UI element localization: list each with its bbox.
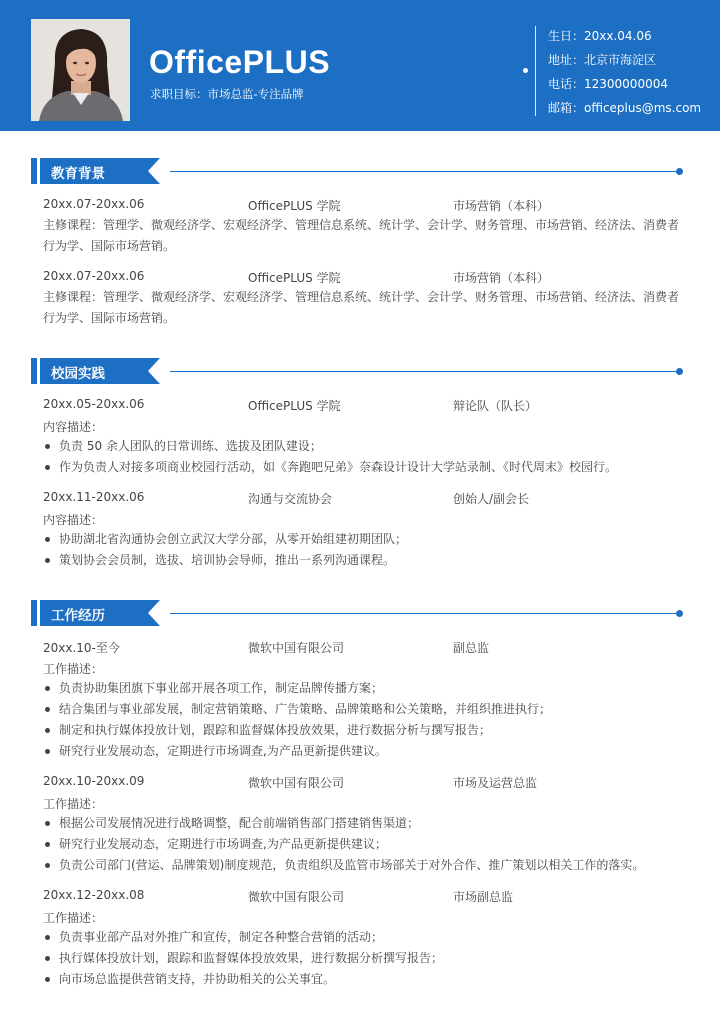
list-item <box>43 855 693 876</box>
entry-role: 创始人/副会长 <box>453 492 530 506</box>
entry-organization: 微软中国有限公司 <box>248 890 345 904</box>
bullet-text: 负责公司部门(营运、品牌策划)制度规范，负责组织及监管市场部关于对外合作、推广策划以相关工作的落实。 <box>59 858 645 872</box>
work-entry-2-bullets <box>43 813 693 876</box>
courses-line: 主修课程：管理学、微观经济学、宏观经济学、管理信息系统、统计学、会计学、财务管理、市场营销、经济法、消费者 <box>43 290 680 304</box>
education-entry-1-header <box>43 197 683 215</box>
entry-description-label: 工作描述： <box>43 911 104 925</box>
bullet-dot <box>45 863 50 868</box>
campus-entry-1-bullets <box>43 436 693 478</box>
section-header-work <box>31 600 685 626</box>
campus-entry-2-header <box>43 490 683 508</box>
entry-date: 20xx.11-20xx.06 <box>43 490 145 504</box>
entry-organization: 微软中国有限公司 <box>248 776 345 790</box>
campus-entry-2-bullets <box>43 529 693 571</box>
section-header-campus <box>31 358 685 384</box>
work-entry-2-header <box>43 774 683 792</box>
section-rule <box>170 613 679 614</box>
entry-organization: 沟通与交流协会 <box>248 492 333 506</box>
list-item <box>43 720 693 741</box>
entry-date: 20xx.05-20xx.06 <box>43 397 145 411</box>
campus-entry-1-header <box>43 397 683 415</box>
entry-description-label: 工作描述： <box>43 797 104 811</box>
list-item <box>43 948 693 969</box>
bullet-text: 制定和执行媒体投放计划，跟踪和监督媒体投放效果，进行数据分析与撰写报告； <box>59 723 492 737</box>
section-rule <box>170 171 679 172</box>
education-entry-2-header <box>43 269 683 287</box>
contact-email: 邮箱：officeplus@ms.com <box>548 101 702 115</box>
list-item <box>43 436 693 457</box>
section-header-education <box>31 158 685 184</box>
bullet-dot <box>45 444 50 449</box>
list-item <box>43 529 693 550</box>
contact-phone: 电话：12300000004 <box>548 77 668 91</box>
resume-header <box>0 0 720 131</box>
header-divider <box>535 26 536 116</box>
section-rule <box>170 371 679 372</box>
entry-date: 20xx.10-至今 <box>43 641 120 655</box>
bullet-dot <box>45 749 50 754</box>
contact-birthday: 生日：20xx.04.06 <box>548 29 652 43</box>
section-bar <box>31 358 37 384</box>
bullet-dot <box>45 707 50 712</box>
bullet-text: 协助湖北省沟通协会创立武汉大学分部，从零开始组建初期团队； <box>59 532 408 546</box>
entry-date: 20xx.07-20xx.06 <box>43 269 145 283</box>
list-item <box>43 969 693 990</box>
bullet-text: 负责 50 余人团队的日常训练、选拔及团队建设； <box>59 439 322 453</box>
bullet-dot <box>45 956 50 961</box>
entry-role: 市场营销（本科） <box>453 199 550 213</box>
work-entry-1-bullets <box>43 678 693 762</box>
section-bar <box>31 600 37 626</box>
entry-description-label: 内容描述： <box>43 420 104 434</box>
list-item <box>43 678 693 699</box>
section-title-badge <box>40 358 190 384</box>
work-entry-3-bullets <box>43 927 693 990</box>
entry-organization: OfficePLUS 学院 <box>248 199 341 213</box>
bullet-dot <box>45 728 50 733</box>
bullet-text: 研究行业发展动态，定期进行市场调查,为产品更新提供建议。 <box>59 744 387 758</box>
profile-photo <box>31 19 130 121</box>
bullet-dot <box>45 821 50 826</box>
bullet-dot <box>45 465 50 470</box>
section-rule-dot <box>676 368 683 375</box>
entry-role: 市场及运营总监 <box>453 776 538 790</box>
list-item <box>43 457 693 478</box>
section-title-badge <box>40 158 190 184</box>
section-title: 校园实践 <box>51 366 105 382</box>
education-entry-1-courses <box>43 215 685 257</box>
bullet-text: 向市场总监提供营销支持，并协助相关的公关事宜。 <box>59 972 336 986</box>
entry-date: 20xx.10-20xx.09 <box>43 774 145 788</box>
bullet-text: 负责协助集团旗下事业部开展各项工作，制定品牌传播方案； <box>59 681 384 695</box>
list-item <box>43 927 693 948</box>
work-entry-1-header <box>43 639 683 657</box>
bullet-text: 根据公司发展情况进行战略调整，配合前端销售部门搭建销售渠道； <box>59 816 420 830</box>
bullet-text: 执行媒体投放计划，跟踪和监督媒体投放效果，进行数据分析撰写报告； <box>59 951 444 965</box>
bullet-dot <box>45 558 50 563</box>
section-title: 工作经历 <box>51 608 105 624</box>
courses-line: 行为学、国际市场营销。 <box>43 239 176 253</box>
section-title-badge <box>40 600 190 626</box>
list-item <box>43 834 693 855</box>
list-item <box>43 699 693 720</box>
work-entry-3-header <box>43 888 683 906</box>
list-item <box>43 813 693 834</box>
bullet-dot <box>45 935 50 940</box>
bullet-text: 结合集团与事业部发展，制定营销策略、广告策略、品牌策略和公关策略，并组织推进执行； <box>59 702 552 716</box>
courses-line: 主修课程：管理学、微观经济学、宏观经济学、管理信息系统、统计学、会计学、财务管理、市场营销、经济法、消费者 <box>43 218 680 232</box>
entry-organization: OfficePLUS 学院 <box>248 399 341 413</box>
section-rule-dot <box>676 168 683 175</box>
section-rule-dot <box>676 610 683 617</box>
bullet-text: 策划协会会员制，选拔、培训协会导师，推出一系列沟通课程。 <box>59 553 396 567</box>
entry-role: 市场营销（本科） <box>453 271 550 285</box>
bullet-text: 研究行业发展动态，定期进行市场调查,为产品更新提供建议； <box>59 837 387 851</box>
bullet-text: 作为负责人对接多项商业校园行活动，如《奔跑吧兄弟》奈森设计设计大学站录制、《时代周末》校园行。 <box>59 460 618 474</box>
section-bar <box>31 158 37 184</box>
entry-date: 20xx.07-20xx.06 <box>43 197 145 211</box>
entry-organization: OfficePLUS 学院 <box>248 271 341 285</box>
header-dot <box>523 68 528 73</box>
entry-description-label: 工作描述： <box>43 662 104 676</box>
education-entry-2-courses <box>43 287 685 329</box>
list-item <box>43 741 693 762</box>
bullet-dot <box>45 686 50 691</box>
bullet-dot <box>45 977 50 982</box>
candidate-name: OfficePLUS <box>149 44 331 80</box>
entry-role: 市场副总监 <box>453 890 514 904</box>
bullet-text: 负责事业部产品对外推广和宣传，制定各种整合营销的活动； <box>59 930 384 944</box>
entry-role: 副总监 <box>453 641 490 655</box>
entry-role: 辩论队（队长） <box>453 399 538 413</box>
entry-description-label: 内容描述： <box>43 513 104 527</box>
entry-date: 20xx.12-20xx.08 <box>43 888 145 902</box>
list-item <box>43 550 693 571</box>
job-objective: 求职目标：市场总监-专注品牌 <box>150 87 304 101</box>
section-title: 教育背景 <box>51 166 105 182</box>
courses-line: 行为学、国际市场营销。 <box>43 311 176 325</box>
bullet-dot <box>45 537 50 542</box>
contact-address: 地址：北京市海淀区 <box>548 53 657 67</box>
bullet-dot <box>45 842 50 847</box>
entry-organization: 微软中国有限公司 <box>248 641 345 655</box>
